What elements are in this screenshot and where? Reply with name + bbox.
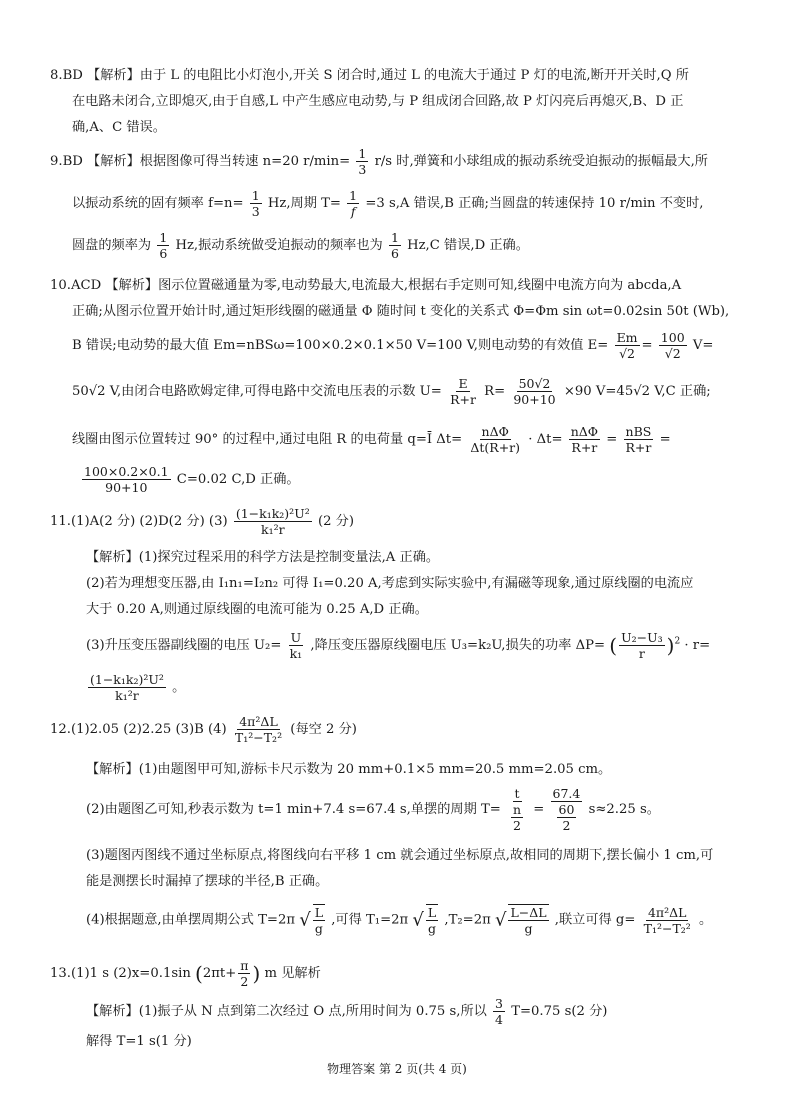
q13-frac-den: 4 bbox=[495, 1012, 503, 1027]
q9-text: r/s 时,弹簧和小球组成的振动系统受迫振动的振幅最大,所 bbox=[374, 154, 708, 169]
q9-fraction-1-f bbox=[347, 188, 359, 219]
q10-line-1: 10.ACD 【解析】图示位置磁通量为零,电动势最大,电流最大,根据右手定则可知,线圈中电流方向为 abcda,A bbox=[50, 278, 682, 293]
q12-frac-den: T₁²−T₂² bbox=[643, 920, 691, 936]
q10-frac-den: R+r bbox=[571, 440, 598, 455]
q10-frac-num: nΔΦ bbox=[570, 424, 599, 439]
q12-text: (2)由题图乙可知,秒表示数为 t=1 min+7.4 s=67.4 s,单摆的周期 T= bbox=[86, 802, 501, 817]
q12-line-6 bbox=[86, 904, 712, 936]
q10-frac-num: nBS bbox=[625, 424, 652, 439]
q13-line-2 bbox=[86, 996, 607, 1027]
q11-frac-num: U bbox=[290, 630, 302, 645]
q12-line-4: (3)题图丙图线不通过坐标原点,将图线向右平移 1 cm 就会通过坐标原点,故相同的周期下,摆长偏小 1 cm,可 bbox=[86, 848, 714, 863]
q10-frac-100 bbox=[659, 330, 687, 361]
q10-line-2: 正确;从图示位置开始计时,通过矩形线圈的磁通量 Φ 随时间 t 变化的关系式 Φ=Φm sin ωt=0.02sin 50t (Wb), bbox=[72, 304, 730, 319]
q11-paren-left: ( bbox=[609, 633, 618, 658]
q10-frac-e bbox=[448, 376, 478, 407]
q10-text: 线圈由图示位置转过 90° 的过程中,通过电阻 R 的电荷量 q=Ī Δt= bbox=[72, 432, 463, 447]
q12-text: 12.(1)2.05 (2)2.25 (3)B (4) bbox=[50, 722, 227, 737]
q12-frac-num: 4π²ΔL bbox=[239, 714, 278, 729]
q9-fraction-1-3 bbox=[356, 146, 368, 177]
q13-frac-num: π bbox=[240, 958, 249, 973]
q10-text: V= bbox=[692, 338, 714, 353]
sqrt-sign: √ bbox=[412, 909, 424, 931]
q11-line-6 bbox=[86, 672, 185, 703]
q11-line-5: (3)升压变压器副线圈的电压 U₂= $\frac{U}{\text{k₁}}$ ,降压变压器原线圈电压 U₃=k₂U,损失的功率 ΔP= ( $\frac{\text{U₂−U₃}}{r}$ )$^2$ · r= bbox=[86, 630, 711, 661]
q12-frac-num: L bbox=[314, 905, 324, 920]
q9-frac-den: 3 bbox=[358, 162, 367, 177]
q13-line-3: 解得 T=1 s(1 分) bbox=[86, 1034, 192, 1049]
q13-paren-right: ) bbox=[252, 961, 261, 986]
q13-frac-num: 3 bbox=[495, 996, 503, 1011]
q10-frac-q1 bbox=[468, 424, 522, 455]
q11-text: (3)升压变压器副线圈的电压 U₂= bbox=[86, 638, 282, 653]
q13-frac-pi2 bbox=[238, 958, 250, 989]
q9-fraction-1-6 bbox=[157, 230, 169, 261]
q12-frac-num: L bbox=[427, 905, 437, 920]
q9-frac-num: 1 bbox=[159, 230, 168, 245]
q12-frac-n2 bbox=[511, 802, 523, 833]
q11-frac-u2 bbox=[288, 630, 305, 661]
q9-text: Hz,振动系统做受迫振动的频率也为 bbox=[175, 238, 383, 253]
q10-frac-q4 bbox=[82, 464, 171, 495]
q12-line-1 bbox=[50, 714, 357, 745]
q9-text: 9.BD 【解析】根据图像可得当转速 n=20 r/min= bbox=[50, 154, 351, 169]
q10-text: ×90 V=45√2 V,C 正确; bbox=[563, 384, 711, 399]
q12-frac-num: 4π²ΔL bbox=[647, 904, 687, 920]
q12-frac-ans bbox=[233, 714, 284, 745]
q9-fraction-1-3b bbox=[250, 188, 262, 219]
q12-frac-num: t bbox=[514, 786, 520, 801]
q12-frac-den: 2 bbox=[513, 818, 521, 833]
q12-frac-den: g bbox=[428, 921, 437, 936]
q13-paren-left: ( bbox=[195, 961, 203, 986]
q12-frac-num: L−ΔL bbox=[510, 905, 547, 920]
q11-paren-right: ) bbox=[666, 633, 675, 658]
q11-text: (2 分) bbox=[317, 514, 355, 529]
q9-frac-den: 3 bbox=[251, 204, 260, 219]
q10-line-6 bbox=[80, 464, 300, 495]
q12-frac-602 bbox=[557, 802, 577, 833]
q10-frac-den: R+r bbox=[450, 392, 476, 407]
q11-frac-num: (1−k₁k₂)²U² bbox=[90, 672, 164, 687]
q10-frac-num: 100×0.2×0.1 bbox=[84, 464, 169, 479]
q9-text: 圆盘的频率为 bbox=[72, 238, 152, 253]
q10-frac-num: Em bbox=[616, 330, 638, 345]
q9-frac-num: 1 bbox=[251, 188, 260, 203]
q12-frac-den: g bbox=[524, 921, 533, 936]
q12-text: ,可得 T₁=2π bbox=[331, 912, 409, 928]
q12-frac-g bbox=[642, 905, 693, 936]
q10-text: 50√2 V,由闭合电路欧姆定律,可得电路中交流电压表的示数 U= bbox=[72, 384, 442, 399]
q12-frac-num: 67.4 bbox=[552, 786, 581, 801]
q11-line-3: (2)若为理想变压器,由 I₁n₁=I₂n₂ 可得 I₁=0.20 A,考虑到实际实验中,有漏磁等现象,通过原线圈的电流应 bbox=[86, 576, 694, 591]
q13-text: 2πt+ bbox=[202, 966, 237, 981]
q11-line-2: 【解析】(1)探究过程采用的科学方法是控制变量法,A 正确。 bbox=[86, 550, 440, 565]
q12-text: (4)根据题意,由单摆周期公式 T=2π bbox=[86, 912, 296, 928]
q12-frac-num: n bbox=[513, 802, 522, 817]
q11-text: 11.(1)A(2 分) (2)D(2 分) (3) bbox=[50, 514, 228, 529]
q12-text: ,T₂=2π bbox=[444, 912, 491, 928]
q13-line-1 bbox=[50, 958, 321, 989]
q9-frac-den: 6 bbox=[159, 246, 168, 261]
q10-line-4 bbox=[72, 376, 711, 407]
q12-text: = bbox=[533, 802, 545, 817]
q9-frac-num: 1 bbox=[390, 230, 399, 245]
q8-line-3: 确,A、C 错误。 bbox=[72, 120, 166, 135]
q10-frac-den: R+r bbox=[625, 440, 652, 455]
q10-text: C=0.02 C,D 正确。 bbox=[176, 472, 300, 487]
q9-text: Hz,C 错误,D 正确。 bbox=[407, 238, 529, 253]
q10-frac-num: nΔΦ bbox=[481, 424, 509, 439]
q11-line-1 bbox=[50, 506, 354, 537]
q12-frac-den bbox=[553, 802, 581, 833]
q8-line-1: 8.BD 【解析】由于 L 的电阻比小灯泡小,开关 S 闭合时,通过 L 的电流大于通过 P 灯的电流,断开开关时,Q 所 bbox=[50, 68, 689, 83]
q9-frac-num: 1 bbox=[349, 188, 358, 203]
q10-text: · Δt= bbox=[528, 432, 563, 447]
q11-line-4: 大于 0.20 A,则通过原线圈的电流可能为 0.25 A,D 正确。 bbox=[86, 602, 428, 617]
q10-frac-den: Δt(R+r) bbox=[470, 440, 521, 455]
q11-text: ,降压变压器原线圈电压 U₃=k₂U,损失的功率 ΔP= bbox=[310, 638, 606, 653]
q12-line-2: 【解析】(1)由题图甲可知,游标卡尺示数为 20 mm+0.1×5 mm=20.5 mm=2.05 cm。 bbox=[86, 762, 612, 777]
q10-frac-50 bbox=[511, 376, 557, 407]
q12-frac-den: 2 bbox=[562, 818, 571, 833]
q13-frac-34 bbox=[493, 996, 505, 1027]
q9-line-2 bbox=[72, 188, 703, 219]
q12-frac-den bbox=[507, 802, 527, 833]
q10-line-5 bbox=[72, 424, 671, 455]
q12-line-5: 能是测摆长时漏掉了摆球的半径,B 正确。 bbox=[86, 874, 329, 889]
q9-text: Hz,周期 T= bbox=[267, 196, 341, 211]
q12-line-3 bbox=[86, 786, 660, 833]
q10-frac-den: √2 bbox=[664, 346, 681, 361]
q12-text: 。 bbox=[699, 912, 713, 928]
q11-text: 。 bbox=[172, 680, 186, 695]
q12-frac-den: T₁²−T₂² bbox=[234, 730, 283, 745]
q9-line-3 bbox=[72, 230, 529, 261]
q8-line-2: 在电路未闭合,立即熄灭,由于自感,L 中产生感应电动势,与 P 组成闭合回路,故 P 灯闪亮后再熄灭,B、D 正 bbox=[72, 94, 684, 109]
page-footer: 物理答案 第 2 页(共 4 页) bbox=[327, 1062, 467, 1076]
q10-frac-num: E bbox=[458, 376, 468, 391]
q12-frac-sqrt3 bbox=[508, 904, 548, 936]
q13-text: 13.(1)1 s (2)x=0.1sin bbox=[50, 966, 191, 981]
q13-text: m 见解析 bbox=[264, 966, 321, 981]
q11-frac-den: k₁²r bbox=[115, 688, 139, 703]
q9-fraction-1-6b bbox=[389, 230, 401, 261]
q11-frac-den: r bbox=[638, 646, 645, 661]
q11-frac-final bbox=[88, 672, 166, 703]
q10-frac-den: 90+10 bbox=[105, 480, 148, 495]
sqrt-sign: √ bbox=[299, 909, 311, 931]
q9-text: 以振动系统的固有频率 f=n= bbox=[72, 196, 244, 211]
q10-frac-q3 bbox=[624, 424, 654, 455]
q10-line-3: B 错误;电动势的最大值 Em=nBSω=100×0.2×0.1×50 V=100 V,则电动势的有效值 E= $\frac{Em}{√2}$ = $\frac{100}{√2}$ V= bbox=[72, 330, 714, 361]
q9-line-1 bbox=[50, 146, 708, 177]
q10-frac-den: √2 bbox=[619, 346, 636, 361]
q10-text: = bbox=[606, 432, 618, 447]
q13-text: T=0.75 s(2 分) bbox=[511, 1004, 608, 1019]
q10-frac-num: 100 bbox=[660, 330, 685, 345]
q13-frac-den: 2 bbox=[240, 974, 249, 989]
q12-frac-sqrt2 bbox=[426, 904, 438, 936]
q10-text: = bbox=[659, 432, 671, 447]
q9-text: =3 s,A 错误,B 正确;当圆盘的转速保持 10 r/min 不变时, bbox=[365, 196, 704, 211]
q13-text: 【解析】(1)振子从 N 点到第二次经过 O 点,所用时间为 0.75 s,所以 bbox=[86, 1004, 487, 1019]
q11-text: · r= bbox=[684, 638, 711, 653]
q9-frac-num: 1 bbox=[358, 146, 367, 161]
q11-frac-num: (1−k₁k₂)²U² bbox=[235, 506, 310, 521]
q12-frac-674 bbox=[551, 786, 583, 833]
q10-frac-den: 90+10 bbox=[513, 392, 556, 407]
q11-frac-num: U₂−U₃ bbox=[621, 630, 663, 645]
q10-frac-em bbox=[615, 330, 640, 361]
q10-text: R= bbox=[484, 384, 506, 399]
q11-frac-ans bbox=[234, 506, 312, 537]
q11-frac-den: k₁²r bbox=[261, 522, 285, 537]
q11-frac-loss bbox=[619, 630, 665, 661]
q9-frac-den: 6 bbox=[390, 246, 399, 261]
q12-frac-den: g bbox=[314, 921, 323, 936]
sqrt-sign: √ bbox=[494, 909, 507, 931]
q12-frac-sqrt1 bbox=[313, 904, 325, 936]
q9-frac-den: f bbox=[350, 204, 356, 219]
q10-frac-num: 50√2 bbox=[518, 376, 551, 391]
q10-text: B 错误;电动势的最大值 Em=nBSω=100×0.2×0.1×50 V=100 V,则电动势的有效值 E= bbox=[72, 338, 609, 353]
q12-text: (每空 2 分) bbox=[290, 722, 357, 737]
q12-frac-num: 60 bbox=[558, 802, 575, 817]
q12-text: ,联立可得 g= bbox=[554, 912, 636, 928]
q11-frac-den: k₁ bbox=[289, 646, 303, 661]
q12-text: s≈2.25 s。 bbox=[588, 802, 660, 817]
q10-frac-q2 bbox=[569, 424, 600, 455]
q12-frac-t bbox=[507, 786, 527, 833]
